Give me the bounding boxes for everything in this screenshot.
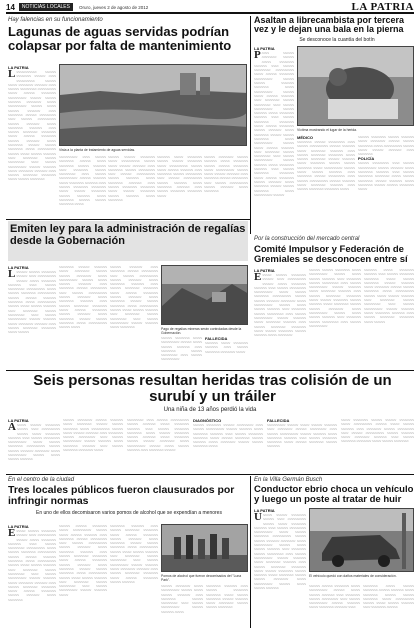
crashed-vehicle-image [310,509,414,572]
story5-column-5: FALLECIDA ~~~~~~~~~~ ~~~~~~ ~~~~~ ~~~~~~ ~~~~~~~ ~~~~ ~~~~~~~~ ~~~~~~ ~~~~~~~~~ ~~~~ ~~~~~~ ~~~~~~~~~~ ~~~~~~ ~~~~~~~ ~~~~~ ~~~~~~~~ ~~~~~~~ ~~~~ ~~~~~~ ~~~~~~~~ ~~~~~~~~ ~~~~~ ~~~~~~ ~~~~~~~~ ~~~~~~ ~~~~~~~ [267,418,337,449]
story6-kicker: En el centro de la ciudad [8,477,75,483]
story5-column-2: ~~~~~~ ~~~~~~~~ ~~~~~~ ~~~~~~~ ~~~~~ ~~~~~~~~ ~~~~~~ ~~~~~~ ~~~~~~~~ ~~~~~ ~~~~~~~~~~ ~~~~~~ ~~~~~ ~~~~~~ ~~~~~~~ ~~~~ ~~~~~~~~ ~~~~~~ ~~~~~~~~~ ~~~~ ~~~~~~ ~~~~~~~~~~ ~~~~~~ ~~~~~~~ ~~~~~ ~~~~~~~~ ~~~~~~~ ~~~~ ~~~~~~ ~~~~~~~~ ~~~~~~~~ ~~~~~ [63,418,123,453]
story1-kicker: Hay falencias en su funcionamiento [8,17,103,23]
story2-byline: LA PATRIA [254,46,275,51]
story7-kicker: En la Villa Germán Busch [254,477,323,483]
mining-image [162,266,248,325]
story3-headline: Emiten ley para la administración de regalías desde la Gobernación [10,223,246,247]
story3-column-5: FALLECIDA ~~~~~~~ ~~~~~ ~~~~~~~~ ~~~~~~~ ~~~~ ~~~~~~ ~~~~~~~~ ~~~~~~~~ ~~~~~ [205,336,248,354]
newspaper-name: LA PATRIA [351,1,414,13]
story4-column-2: ~~~~~~ ~~~~~~ ~~~~~~~~ ~~~~~ ~~~~~~~~~~ ~~~~~~ ~~~~~ ~~~~~~ ~~~~~~~ ~~~~ ~~~~~~~~ ~~~~~~ ~~~~~~~~~ ~~~~ ~~~~~~ ~~~~~~~~~~ ~~~~~~ ~~~~~~~ ~~~~~ ~~~~~~~~ ~~~~~~~ ~~~~ ~~~~~~ ~~~~~~~~ ~~~~~~~~ ~~~~~ ~~~~~~ ~~~~~~~~ ~~~~~~ ~~~~~~~ ~~~~~ ~~~~~~~~ ~~~~~~ ~~~~~~ ~~~~~~~~ ~~~~~ ~~~~~~~~~~ ~~~~~~ ~~~~~ ~~~~~~ ~~~~~~~ ~~~~ ~~~~~~~~ ~~~~~~ ~~~~~~~~~ ~~~~ ~~~~~~ ~~~~~~~~~~ [309,268,361,328]
story4-column: LA PATRIA E ~~~~~ ~~~~~~ ~~~~~~~~ ~~~~~~ ~~~~ ~~~~~~~~~~ ~~~~~~ ~~~~~ ~~~~~~~~ ~~~~~~~ ~~~~ ~~~~~~ ~~~~~~~~~ ~~~~~~~~~~ ~~~~~ ~~~~~~ ~~~~~~~~ ~~~~~~~~~~ ~~~~~~ ~~~~~~ ~~~~~~~ ~~~~~~~~ ~~~~~ ~~~~~~~~~~ ~~~~~~ ~~~~~ ~~~~~~ ~~~~~~~ ~~~~ ~~~~~~~~ ~~~~~~ ~~~~~~~~~ ~~~~ ~~~~~~ ~~~~~~~~~~ ~~~~~~ ~~~~~~~ ~~~~~ ~~~~~~~~ ~~~~~~~ ~~~~ ~~~~~~ ~~~~~~~~ ~~~~~~~~ ~~~~~ ~~~~~~ ~~~~~~~~ ~~~~~~ ~~~~~~~ ~~~~~ ~~~~~~~~ [254,268,306,338]
story6-column-2: ~~~~~~ ~~~~~~ ~~~~~~~~ ~~~~~ ~~~~~~~~~~ ~~~~~~ ~~~~~ ~~~~~~ ~~~~~~~ ~~~~ ~~~~~~~~ ~~~~~~ ~~~~~~~~~ ~~~~ ~~~~~~ ~~~~~~~~~~ ~~~~~~ ~~~~~~~ ~~~~~ ~~~~~~~~ ~~~~~~~ ~~~~ ~~~~~~ ~~~~~~~~ ~~~~~~~~ ~~~~~ ~~~~~~ ~~~~~~~~ ~~~~~~ ~~~~~~~ ~~~~~ ~~~~~~~~ ~~~~~~ ~~~~~~ ~~~~~~~~ ~~~~~ ~~~~~~~~~~ ~~~~~~ ~~~~~ ~~~~~~ ~~~~~~~ ~~~~ ~~~~~~~~ ~~~~~~ ~~~~~~~~~ ~~~~ ~~~~~~ ~~~~~~~~~~ ~~~~~~ ~~~~~~~ ~~~~~ [59,524,107,597]
story1-column: LA PATRIA L ~~~~~~~~~~~ ~~~~~~ ~~~~~~~~ ~~~~~~ ~~~~ ~~~~~~~~~~ ~~~~~~ ~~~~~ ~~~~~~~~ ~~~~~~~ ~~~~ ~~~~~~ ~~~~~~~~~ ~~~~~~~~~~ ~~~~~ ~~~~~~ ~~~~~~~~ ~~~~~~~~~~ ~~~~~~ ~~~~~~ ~~~~~~~ ~~~~~~~~ ~~~~~ ~~~~~~~~~~ ~~~~~~ ~~~~~ ~~~~~~ ~~~~~~~ ~~~~ ~~~~~~~~ ~~~~~~ ~~~~~~~~~ ~~~~ ~~~~~~ ~~~~~~~~~~ ~~~~~~ ~~~~~~~ ~~~~~ ~~~~~~~~ ~~~~~~~ ~~~~ ~~~~~~ ~~~~~~~~ ~~~~~~~~ ~~~~~ ~~~~~~ ~~~~~~~~ ~~~~~~ ~~~~~~~ ~~~~~ ~~~~~~~~ ~~~~~~ ~~~~~~ ~~~~~~~~ ~~~~~ ~~~~~~~~~~ ~~~~~~ ~~~~~ ~~~~~~ ~~~~~~~ ~~~~ ~~~~~~~~ ~~~~~~ ~~~~~~~~~ ~~~~ ~~~~~~ ~~~~~~~~~~ ~~~~~~ ~~~~~~~ ~~~~~ ~~~~~~~~ ~~~~~~~ ~~~~ ~~~~~~ ~~~~~~~~ ~~~~~~~~ ~~~~~ ~~~~~~ ~~~~~~~~ [8,65,56,182]
story5-column: LA PATRIA A ~~~~~ ~~~~~~ ~~~~~~~~ ~~~~~~ ~~~~ ~~~~~~~~~~ ~~~~~~ ~~~~~ ~~~~~~~~ ~~~~~~~ ~~~~ ~~~~~~ ~~~~~~~~~ ~~~~~~~~~~ ~~~~~ ~~~~~~ ~~~~~~~~ ~~~~~~~~~~ ~~~~~~ ~~~~~~ ~~~~~~~ ~~~~~~~~ ~~~~~ ~~~~~~~~~~ ~~~~~~ ~~~~~ ~~~~~~ ~~~~~~~ [8,418,60,462]
story2-photo-caption: Víctima mostrando el lugar de la herida. [297,128,357,132]
issue-date: Oruro, jueves 2 de agosto de 2012 [78,4,149,10]
story1-headline: Lagunas de aguas servidas podrían colapsar por falta de mantenimiento [8,24,232,53]
story4-column-3: ~~~~~~~ ~~~~~ ~~~~~~~~ ~~~~~~~ ~~~~ ~~~~~~ ~~~~~~~~ ~~~~~~~~ ~~~~~ ~~~~~~ ~~~~~~~~ ~~~~~~ ~~~~~~~ ~~~~~ ~~~~~~~~ ~~~~~~ ~~~~~~ ~~~~~~~~ ~~~~~ ~~~~~~~~~~ ~~~~~~ ~~~~~ ~~~~~~ ~~~~~~~ ~~~~ ~~~~~~~~ ~~~~~~ ~~~~~~~~~ ~~~~ ~~~~~~ ~~~~~~~~~~ ~~~~~~ ~~~~~~~ ~~~~~ ~~~~~~~~ ~~~~~~~ ~~~~ ~~~~~~ ~~~~~~~~ ~~~~~~~~ ~~~~~ ~~~~~~ [364,268,414,324]
story7-headline: Conductor ebrio choca un vehículo y luego un poste al tratar de huir [254,484,414,505]
story4-kicker: Por la construcción del mercado central [254,236,360,242]
story7-byline: LA PATRIA [254,508,275,513]
story2-photo [297,46,414,126]
story6-column: LA PATRIA E ~~~~~ ~~~~~~ ~~~~~~~~ ~~~~~~ ~~~~ ~~~~~~~~~~ ~~~~~~ ~~~~~ ~~~~~~~~ ~~~~~~~ ~~~~ ~~~~~~ ~~~~~~~~~ ~~~~~~~~~~ ~~~~~ ~~~~~~ ~~~~~~~~ ~~~~~~~~~~ ~~~~~~ ~~~~~~ ~~~~~~~ ~~~~~~~~ ~~~~~ ~~~~~~~~~~ ~~~~~~ ~~~~~ ~~~~~~ ~~~~~~~ ~~~~ ~~~~~~~~ ~~~~~~ ~~~~~~~~~ ~~~~ ~~~~~~ ~~~~~~~~~~ ~~~~~~ ~~~~~~~ ~~~~~ ~~~~~~~~ ~~~~~~~ ~~~~ ~~~~~~ ~~~~~~~~ ~~~~~~~~ ~~~~~ ~~~~~~ ~~~~~~~~ ~~~~~~ ~~~~~~~ ~~~~~ ~~~~~~~~ [8,524,56,602]
story6-headline: Tres locales públicos fueron clausurados por infringir normas [8,484,235,508]
story2-box1-title: MÉDICO [297,135,313,140]
story3-column-3: ~~~~~~ ~~~~~~~ ~~~~ ~~~~~~~~ ~~~~~~ ~~~~~~~~~ ~~~~ ~~~~~~ ~~~~~~~~~~ ~~~~~~ ~~~~~~~ ~~~~~ ~~~~~~~~ ~~~~~~~ ~~~~ ~~~~~~ ~~~~~~~~ ~~~~~~~~ ~~~~~ ~~~~~~ ~~~~~~~~ ~~~~~~ ~~~~~~~ ~~~~~ ~~~~~~~~ ~~~~~~ ~~~~~~ ~~~~~~~~ ~~~~~ ~~~~~~~~~~ ~~~~~~ ~~~~~ ~~~~~~ ~~~~~~~ ~~~~ ~~~~~~~~ ~~~~~~ ~~~~~~~~~ ~~~~ ~~~~~~ ~~~~~~~~~~ ~~~~~~ ~~~~~~~ ~~~~~ ~~~~~~~~ [110,265,158,330]
story6-subhead: En uno de ellos decomisaron varios pomos de alcohol que se expendían a menores [36,510,222,516]
victim-image [298,47,414,126]
story2-column-3: ~~~~~~ ~~~~~~~~ ~~~~~~ ~~~~~~~ ~~~~~ ~~~~~~~~ ~~~~~~ ~~~~~~ ~~~~~~~~ ~~~~~ ~~~~~~~~~~ ~~~~~~ ~~~~~ ~~~~~~ ~~~~~~~ ~~~~ ~~~~~~~~ POLICÍA ~~~~~~ ~~~~~~~~~ ~~~~ ~~~~~~ ~~~~~~~~~~ ~~~~~~ ~~~~~~~ ~~~~~ ~~~~~~~~ ~~~~~~~ ~~~~ ~~~~~~ ~~~~~~~~ ~~~~~~~~ ~~~~~ ~~~~~~ ~~~~~~~~ ~~~~~~ ~~~~~~~ ~~~~~ ~~~~~~~~ ~~~~~~ ~~~~~~ ~~~~~~~~ ~~~~~ [358,135,414,192]
story5-column-4: DIAGNÓSTICO ~~~~~~ ~~~~~~~~ ~~~~~~ ~~~~~~~~~ ~~~~ ~~~~~~ ~~~~~~~~~~ ~~~~~~ ~~~~~~~ ~~~~~ ~~~~~~~~ ~~~~~~~ ~~~~ ~~~~~~ ~~~~~~~~ ~~~~~~~~ ~~~~~ ~~~~~~ ~~~~~~~~ ~~~~~~ ~~~~~~~ ~~~~~ ~~~~~~~~ ~~~~~~ ~~~~~~ ~~~~~~~~ ~~~~~ [193,418,263,449]
story1-column-4: ~~~~~~~ ~~~~~ ~~~~~~~~ ~~~~~~ ~~~~~~ ~~~~~~~~ ~~~~~ ~~~~~~~~~~ ~~~~~~ ~~~~~ ~~~~~~ ~~~~~~~ ~~~~ ~~~~~~~~ ~~~~~~ ~~~~~~~~~ ~~~~ ~~~~~~ ~~~~~~~~~~ ~~~~~~ ~~~~~~~ ~~~~~ ~~~~~~~~ ~~~~~~~ ~~~~ ~~~~~~ ~~~~~~~~ ~~~~~~~~ ~~~~~ [157,155,202,198]
story3-column-2: ~~~~~~~~ ~~~~~~ ~~~~~~~ ~~~~~ ~~~~~~~~ ~~~~~~ ~~~~~~ ~~~~~~~~ ~~~~~ ~~~~~~~~~~ ~~~~~~ ~~~~~ ~~~~~~ ~~~~~~~ ~~~~ ~~~~~~~~ ~~~~~~ ~~~~~~~~~ ~~~~ ~~~~~~ ~~~~~~~~~~ ~~~~~~ ~~~~~~~ ~~~~~ ~~~~~~~~ ~~~~~~~ ~~~~ ~~~~~~ ~~~~~~~~ ~~~~~~~~ ~~~~~ ~~~~~~ ~~~~~~~~ ~~~~~~ ~~~~~~~ ~~~~~ ~~~~~~~~ ~~~~~~ ~~~~~~ ~~~~~~~~ ~~~~~ ~~~~~~~~~~ ~~~~~~ ~~~~~ [59,265,107,330]
section-divider-2 [6,370,414,371]
story7-photo [309,508,414,572]
story7-column-2: ~~~~~~ ~~~~~~ ~~~~~~~~ ~~~~~ ~~~~~~~~~~ ~~~~~~ ~~~~~ ~~~~~~ ~~~~~~~ ~~~~ ~~~~~~~~ ~~~~~~ ~~~~~~~~~ ~~~~ ~~~~~~ ~~~~~~~~~~ ~~~~~~ ~~~~~~~ ~~~~~ ~~~~~~~~ ~~~~~~~ ~~~~ [309,584,360,610]
story6-column-5: ~~~~~~~~ ~~~~~~~ ~~~~ ~~~~~~ ~~~~~~~~ ~~~~~~~~ ~~~~~ ~~~~~~ ~~~~~~~~ ~~~~~~ ~~~~~~~ ~~~~~ ~~~~~~~~ ~~~~~~ ~~~~~~ ~~~~~~~~ [206,584,248,610]
story6-photo [161,524,248,572]
story6-photo-caption: Pomos de alcohol que fueron decomisados del "Luna Park". [161,574,242,582]
story5-box2-title: FALLECIDA [267,418,290,423]
story7-photo-caption: El vehículo quedó con daños materiales de consideración. [309,574,397,578]
story4-byline: LA PATRIA [254,268,275,273]
story2-headline: Asaltan a librecambista por tercera vez y le dejan una bala en la pierna [254,15,405,35]
story5-box1-title: DIAGNÓSTICO [193,418,222,423]
section-label: NOTICIAS LOCALES [19,3,73,11]
story1-column-2: ~~~~~~~~~~ ~~~~ ~~~~~~ ~~~~~~~~ ~~~~~~ ~~~~~ ~~~~~~~~ ~~~~~~ ~~~~~~~ ~~~~ ~~~~~~~~ ~~~~~~ ~~~~~~~~~ ~~~~ ~~~~~~ ~~~~~~~~~~ ~~~~~~ ~~~~~~~ ~~~~~ ~~~~~~~~ ~~~~~~~ ~~~~ ~~~~~~ ~~~~~~~~ ~~~~~~~~ ~~~~~ ~~~~~~ ~~~~~~~~ ~~~~~~ ~~~~~~~ ~~~~~ ~~~~~~~~ ~~~~~~ ~~~~~~ ~~~~~~~~ ~~~~~ [59,155,106,207]
story3-column: LA PATRIA L ~~~~~~ ~~~~~~ ~~~~~~~~ ~~~~~~ ~~~~ ~~~~~~~~~~ ~~~~~~ ~~~~~ ~~~~~~~~ ~~~~~~~ ~~~~ ~~~~~~ ~~~~~~~~~ ~~~~~~~~~~ ~~~~~ ~~~~~~ ~~~~~~~~ ~~~~~~~~~~ ~~~~~~ ~~~~~~ ~~~~~~~ ~~~~~~~~ ~~~~~ ~~~~~~~~~~ ~~~~~~ ~~~~~ ~~~~~~ ~~~~~~~ ~~~~ ~~~~~~~~ ~~~~~~ ~~~~~~~~~ ~~~~ ~~~~~~ ~~~~~~~~~~ ~~~~~~ ~~~~~~~ ~~~~~ ~~~~~~~~ ~~~~~~~ ~~~~ ~~~~~~ ~~~~~~~~ ~~~~~~~~ ~~~~~ ~~~~~~ [8,265,56,335]
story4-headline: Comité Impulsor y Federación de Gremiales se desconocen entre sí [254,244,408,265]
page-header [6,2,414,14]
section-divider-3 [6,474,414,475]
story6-column-4: ~~~~~~ ~~~~~~~~ ~~~~~ ~~~~~~~~~~ ~~~~~~ ~~~~~ ~~~~~~ ~~~~~~~ ~~~~ ~~~~~~~~ ~~~~~~ ~~~~~~~~~ ~~~~ ~~~~~~ ~~~~~~~~~~ ~~~~~~ ~~~~~~~ ~~~~~ [161,584,203,614]
alcohol-bottles-image [162,525,248,572]
story6-byline: LA PATRIA [8,524,29,529]
story1-column-3: ~~~~~~ ~~~~~~ ~~~~~~~~ ~~~~~ ~~~~~~~~~~ ~~~~~~ ~~~~~ ~~~~~~ ~~~~~~~ ~~~~ ~~~~~~~~ ~~~~~~ ~~~~~~~~~ ~~~~ ~~~~~~ ~~~~~~~~~~ ~~~~~~ ~~~~~~~ ~~~~~ ~~~~~~~~ ~~~~~~~ ~~~~ ~~~~~~ ~~~~~~~~ ~~~~~~~~ ~~~~~ ~~~~~~ ~~~~~~~~ ~~~~~~ ~~~~~~~ ~~~~~ ~~~~~~~~ [108,155,155,202]
story1-photo-caption: Vista a la planta de tratamiento de aguas servidas. [59,148,136,152]
vertical-divider [250,16,251,234]
story5-byline: LA PATRIA [8,418,29,423]
story1-byline: LA PATRIA [8,65,29,70]
vertical-divider-2 [250,476,251,628]
story5-subhead: Una niña de 13 años perdió la vida [163,407,257,413]
story2-box2-title: POLICÍA [358,156,375,162]
story7-column-3: ~~~~~~~~ ~~~~~ ~~~~~~ ~~~~~~~~ ~~~~~~ ~~~~~~~ ~~~~~ ~~~~~~~~ ~~~~~~ ~~~~~~ ~~~~~~~~ ~~~~~ ~~~~~~~~~~ ~~~~~~ ~~~~~ ~~~~~~ ~~~~~~~ ~~~~ ~~~~~~~~ ~~~~~~ [363,584,414,610]
story3-photo [161,265,248,325]
story5-column-6: ~~~~~ ~~~~~~~~ ~~~~~~ ~~~~~~ ~~~~~~~~ ~~~~~ ~~~~~~~~~~ ~~~~~~ ~~~~~ ~~~~~~ ~~~~~~~ ~~~~ ~~~~~~~~ ~~~~~~ ~~~~~~~~~ ~~~~ ~~~~~~ ~~~~~~~~~~ ~~~~~~ ~~~~~~~ ~~~~~ ~~~~~~~~ ~~~~~~~ ~~~~ ~~~~~~ ~~~~~~~~ ~~~~~~~~ ~~~~~ ~~~~~~ ~~~~~~~~ [341,418,414,444]
story5-column-3: ~~~~~~~~~ ~~~~ ~~~~~~ ~~~~~~~~~~ ~~~~~~ ~~~~~~~ ~~~~~ ~~~~~~~~ ~~~~~~~ ~~~~ ~~~~~~ ~~~~~~~~ ~~~~~~~~ ~~~~~ ~~~~~~ ~~~~~~~~ ~~~~~~ ~~~~~~~ ~~~~~ ~~~~~~~~ ~~~~~~ ~~~~~~ ~~~~~~~~ ~~~~~ ~~~~~~~~~~ ~~~~~~ ~~~~~ ~~~~~~ ~~~~~~~ ~~~~ ~~~~~~~~ ~~~~~~ [127,418,189,453]
story3-column-4: ~~~~~~ ~~~~~~~~ ~~~~~ ~~~~~~~~~~ ~~~~~~ ~~~~~ ~~~~~~ ~~~~~~~ ~~~~ ~~~~~~~~ ~~~~~~ ~~~~~~~~~ ~~~~ ~~~~~~ ~~~~~~~~~~ [161,336,202,362]
story2-column: LA PATRIA P ~~~~ ~~~~~~ ~~~~~~~~ ~~~~~~ ~~~~~ ~~~~~~~~ ~~~~~~~ ~~~~ ~~~~~~ ~~~~~~~~~ ~~~~~~~~~~ ~~~~~ ~~~~~~ ~~~~~~~~ ~~~~~~~~~~ ~~~~~~ ~~~~~~ ~~~~~~~ ~~~~~~~~ ~~~~~ ~~~~~~~~~~ ~~~~~~ ~~~~~ ~~~~~~ ~~~~~~~ ~~~~ ~~~~~~~~ ~~~~~~ ~~~~~~~~~ ~~~~ ~~~~~~ ~~~~~~~~~~ ~~~~~~ ~~~~~~~ ~~~~~ ~~~~~~~~ ~~~~~~~ ~~~~ ~~~~~~ ~~~~~~~~ ~~~~~~~~ ~~~~~ ~~~~~~ ~~~~~~~~ ~~~~~~ ~~~~~~~ ~~~~~ ~~~~~~~~ ~~~~~~ ~~~~~~ ~~~~~~~~ ~~~~~ ~~~~~~~~~~ ~~~~~~ ~~~~~ ~~~~~~ ~~~~~~~ ~~~~ ~~~~~~~~ ~~~~~~ ~~~~~~~~~ ~~~~ ~~~~~~ ~~~~~~~~~~ ~~~~~~ ~~~~~~~ ~~~~~ ~~~~~~~~ ~~~~~~~ ~~~~ ~~~~~~ ~~~~~~~~ ~~~~~~~~ ~~~~~ ~~~~~~ ~~~~~~~~ ~~~~~~ ~~~~~~~ ~~~~~ ~~~~~~~~ ~~~~~~ ~~~~~~ ~~~~~~~~ ~~~~~ ~~~~~~~~~~ ~~~~~~ [254,46,294,197]
story3-photo-caption: Pago de regalías mineras serán controladas desde la Gobernación. [161,327,242,335]
story2-subhead: Se desconoce la cuantía del botín [299,37,375,43]
story1-column-5: ~~~~~~ ~~~~~~~~ ~~~~~~ ~~~~~~~ ~~~~~ ~~~~~~~~ ~~~~~~ ~~~~~~ ~~~~~~~~ ~~~~~ ~~~~~~~~~~ ~~~~~~ ~~~~~ ~~~~~~ ~~~~~~~ ~~~~ ~~~~~~~~ ~~~~~~ ~~~~~~~~~ ~~~~ ~~~~~~ ~~~~~~~~~~ ~~~~~~ ~~~~~~~ ~~~~~ ~~~~~~~~ [204,155,248,194]
story1-photo [59,64,247,146]
story7-column: LA PATRIA U ~~~~~ ~~~~~~ ~~~~~~~~ ~~~~~~ ~~~~ ~~~~~~~~~~ ~~~~~~ ~~~~~ ~~~~~~~~ ~~~~~~~ ~~~~ ~~~~~~ ~~~~~~~~~ ~~~~~~~~~~ ~~~~~ ~~~~~~ ~~~~~~~~ ~~~~~~~~~~ ~~~~~~ ~~~~~~ ~~~~~~~ ~~~~~~~~ ~~~~~ ~~~~~~~~~~ ~~~~~~ ~~~~~ ~~~~~~ ~~~~~~~ ~~~~ ~~~~~~~~ ~~~~~~ ~~~~~~~~~ ~~~~ ~~~~~~ ~~~~~~~~~~ ~~~~~~ ~~~~~~~ ~~~~~ ~~~~~~~~ ~~~~~~~ ~~~~ ~~~~~~ ~~~~~~~~ ~~~~~~~~ ~~~~~ ~~~~~~ ~~~~~~~~ ~~~~~~ ~~~~~~~ ~~~~~ ~~~~~~~~ ~~~~~~ ~~~~~~ ~~~~~~~~ ~~~~~ ~~~~~~~~~~ ~~~~~~ ~~~~~ ~~~~~~ ~~~~~~~ [254,508,306,591]
story3-box-title: FALLECIDA [205,336,228,341]
section-divider [6,219,250,220]
page-number: 14 [6,2,15,12]
story3-byline: LA PATRIA [8,265,29,270]
story6-column-3: ~~~~~~~~ ~~~~~~~ ~~~~ ~~~~~~ ~~~~~~~~ ~~~~~~~~ ~~~~~ ~~~~~~ ~~~~~~~~ ~~~~~~ ~~~~~~~ ~~~~~ ~~~~~~~~ ~~~~~~ ~~~~~~ ~~~~~~~~ ~~~~~ ~~~~~~~~~~ ~~~~~~ ~~~~~ ~~~~~~ ~~~~~~~ ~~~~ ~~~~~~~~ ~~~~~~ ~~~~~~~~~ ~~~~ ~~~~~~ ~~~~~~~~~~ ~~~~~~ ~~~~~~~ ~~~~~ ~~~~~~~~ ~~~~~~~ ~~~~ ~~~~~~ ~~~~~~~~ ~~~~~~~~ ~~~~~ ~~~~~~ ~~~~~~~~ ~~~~~~ ~~~~~~~ [110,524,158,584]
treatment-plant-image [60,65,247,146]
story5-headline: Seis personas resultan heridas tras colisión de un surubí y un tráiler [33,372,392,405]
story2-column-2: MÉDICO ~~~~~~~~ ~~~~~~ ~~~~~~~~~ ~~~~ ~~~~~~ ~~~~~~~~~~ ~~~~~~ ~~~~~~~ ~~~~~ ~~~~~~~~ ~~~~~~~ ~~~~ ~~~~~~ ~~~~~~~~ ~~~~~~~~ ~~~~~ ~~~~~~ ~~~~~~~~ ~~~~~~ ~~~~~~~ ~~~~~ ~~~~~~~~ ~~~~~~ ~~~~~~ ~~~~~~~~ ~~~~~ ~~~~~~~~~~ ~~~~~~ ~~~~~ ~~~~~~ ~~~~~~~ ~~~~ ~~~~~~~~ ~~~~~~ ~~~~~~~~~ ~~~~ ~~~~~~ ~~~~~~~~~~ ~~~~~~ ~~~~~~~ ~~~~~ ~~~~~~~~ ~~~~~~~ ~~~~ ~~~~~~ ~~~~~~~~ ~~~~~~~~ ~~~~~ [297,135,355,192]
